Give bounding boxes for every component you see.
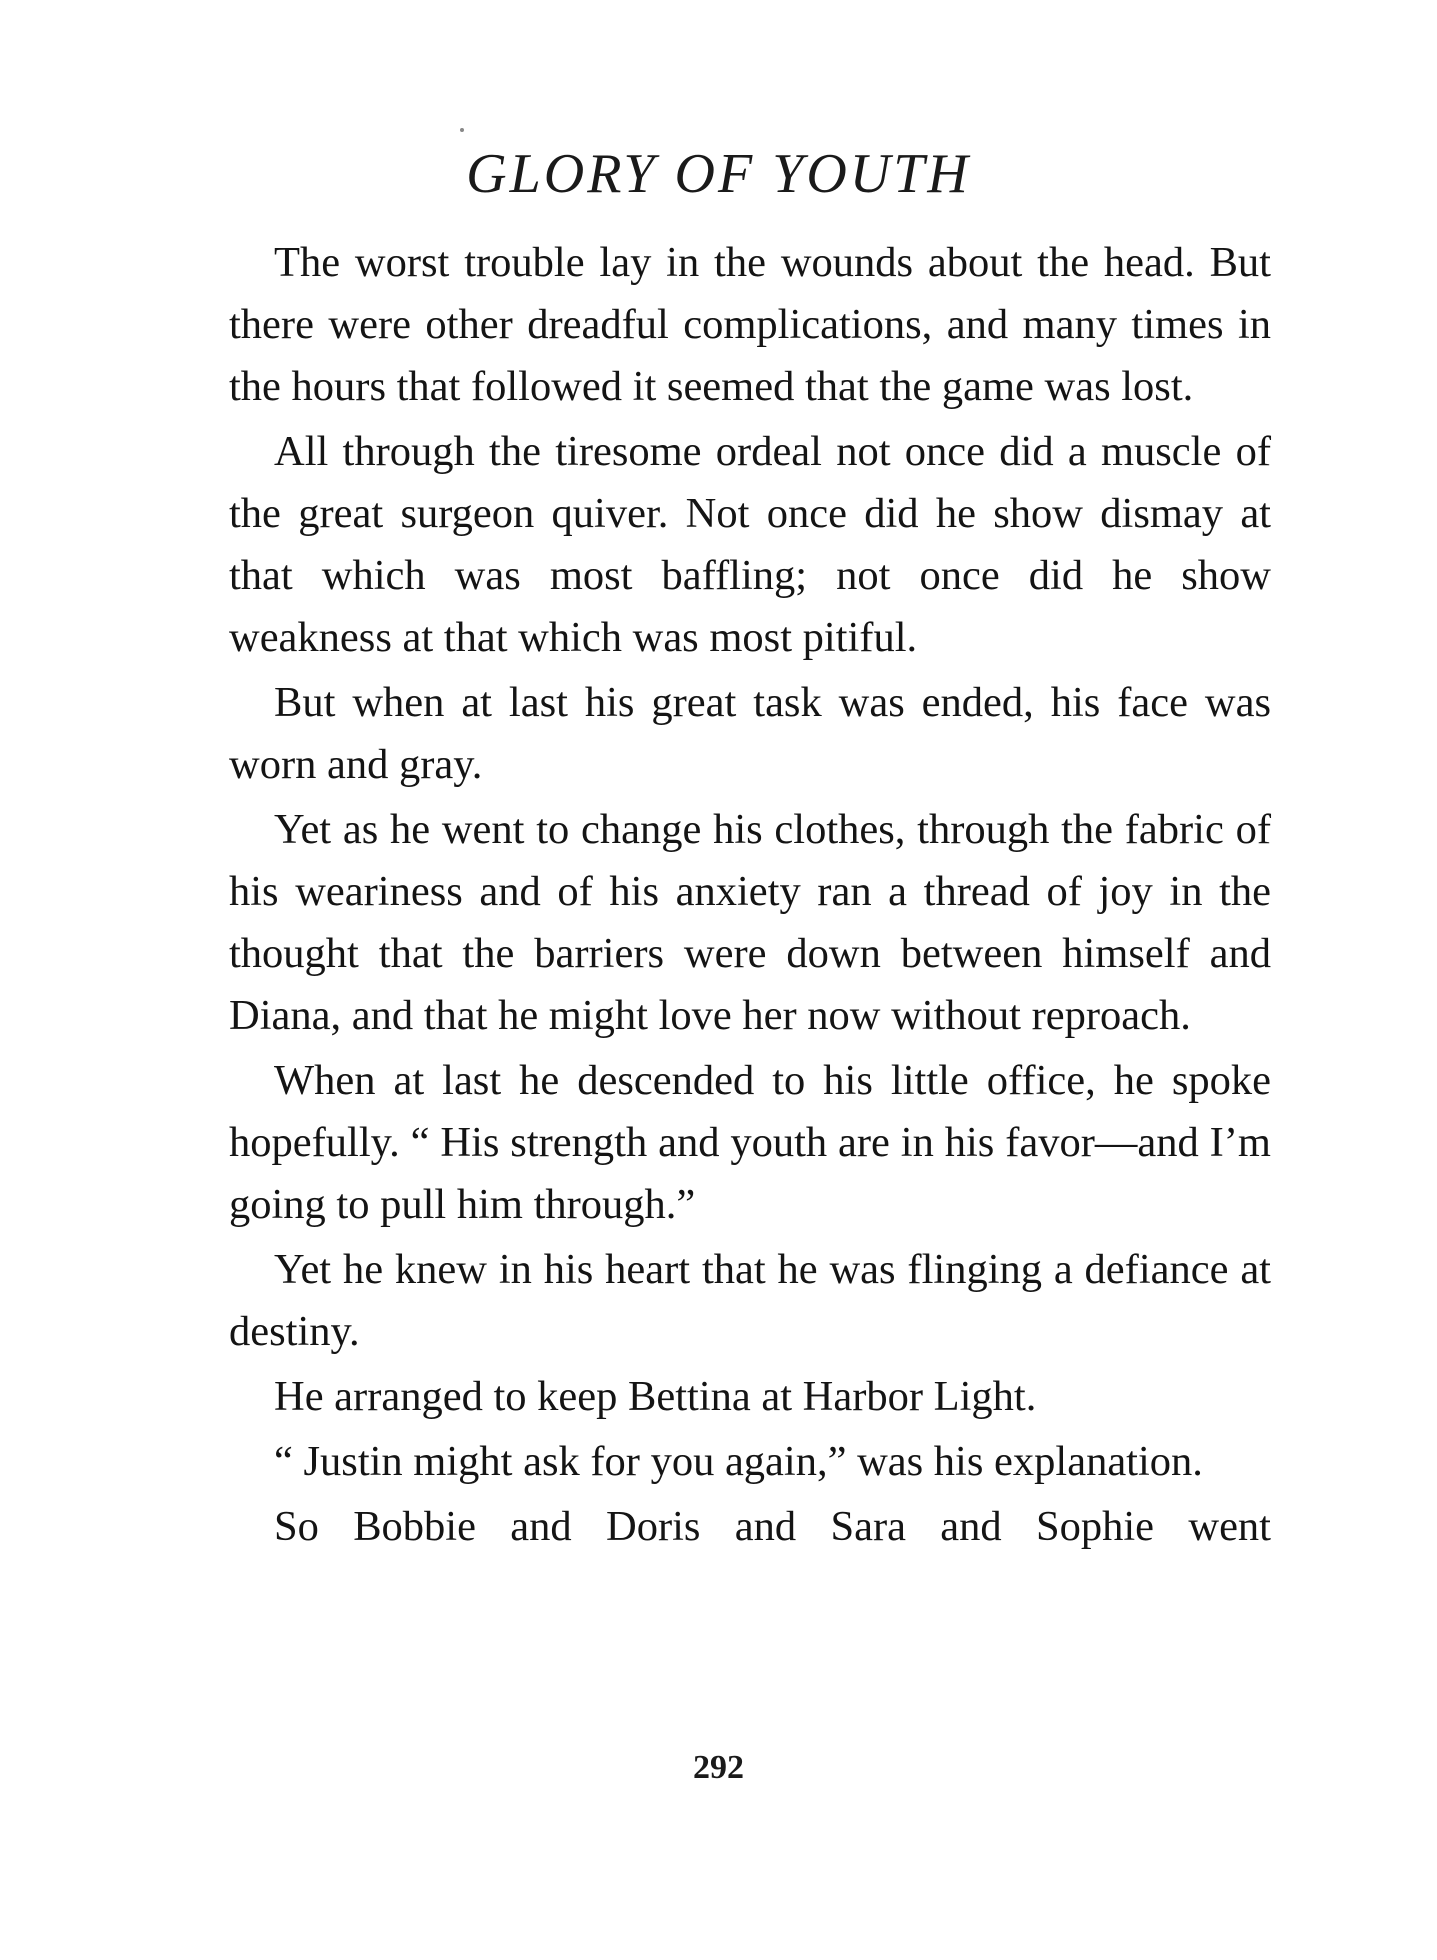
paragraph-7: He arranged to keep Bettina at Harbor Light. (274, 1373, 1037, 1420)
paragraph-8: “ Justin might ask for you again,” was his explanation. (274, 1438, 1203, 1485)
dust-speck (460, 128, 464, 132)
paragraph-2: All through the tiresome ordeal not once did a muscle of the great surgeon quiver. Not once did he show dismay at that which was most baffling; not once did he show weakness at that which was most pitiful. (229, 428, 1271, 661)
paragraph-9: So Bobbie and Doris and Sara and Sophie went (274, 1503, 1271, 1550)
paragraph-5: When at last he descended to his little office, he spoke hopefully. “ His strength and youth are in his favor—and I’m going to pull him through.” (229, 1057, 1271, 1228)
paragraph-1: The worst trouble lay in the wounds about the head. But there were other dreadful complications, and many times in the hours that followed it seemed that the game was lost. (229, 239, 1271, 410)
paragraph-6: Yet he knew in his heart that he was flinging a defiance at destiny. (229, 1246, 1271, 1355)
running-head: GLORY OF YOUTH (466, 143, 971, 205)
body-text (229, 232, 1271, 1561)
page-number: 292 (693, 1749, 744, 1786)
paragraph-3: But when at last his great task was ended, his face was worn and gray. (229, 679, 1271, 788)
paragraph-4: Yet as he went to change his clothes, through the fabric of his weariness and of his anxiety ran a thread of joy in the thought that the barriers were down between himself and Diana, and that he might love her now without reproach. (229, 806, 1271, 1039)
